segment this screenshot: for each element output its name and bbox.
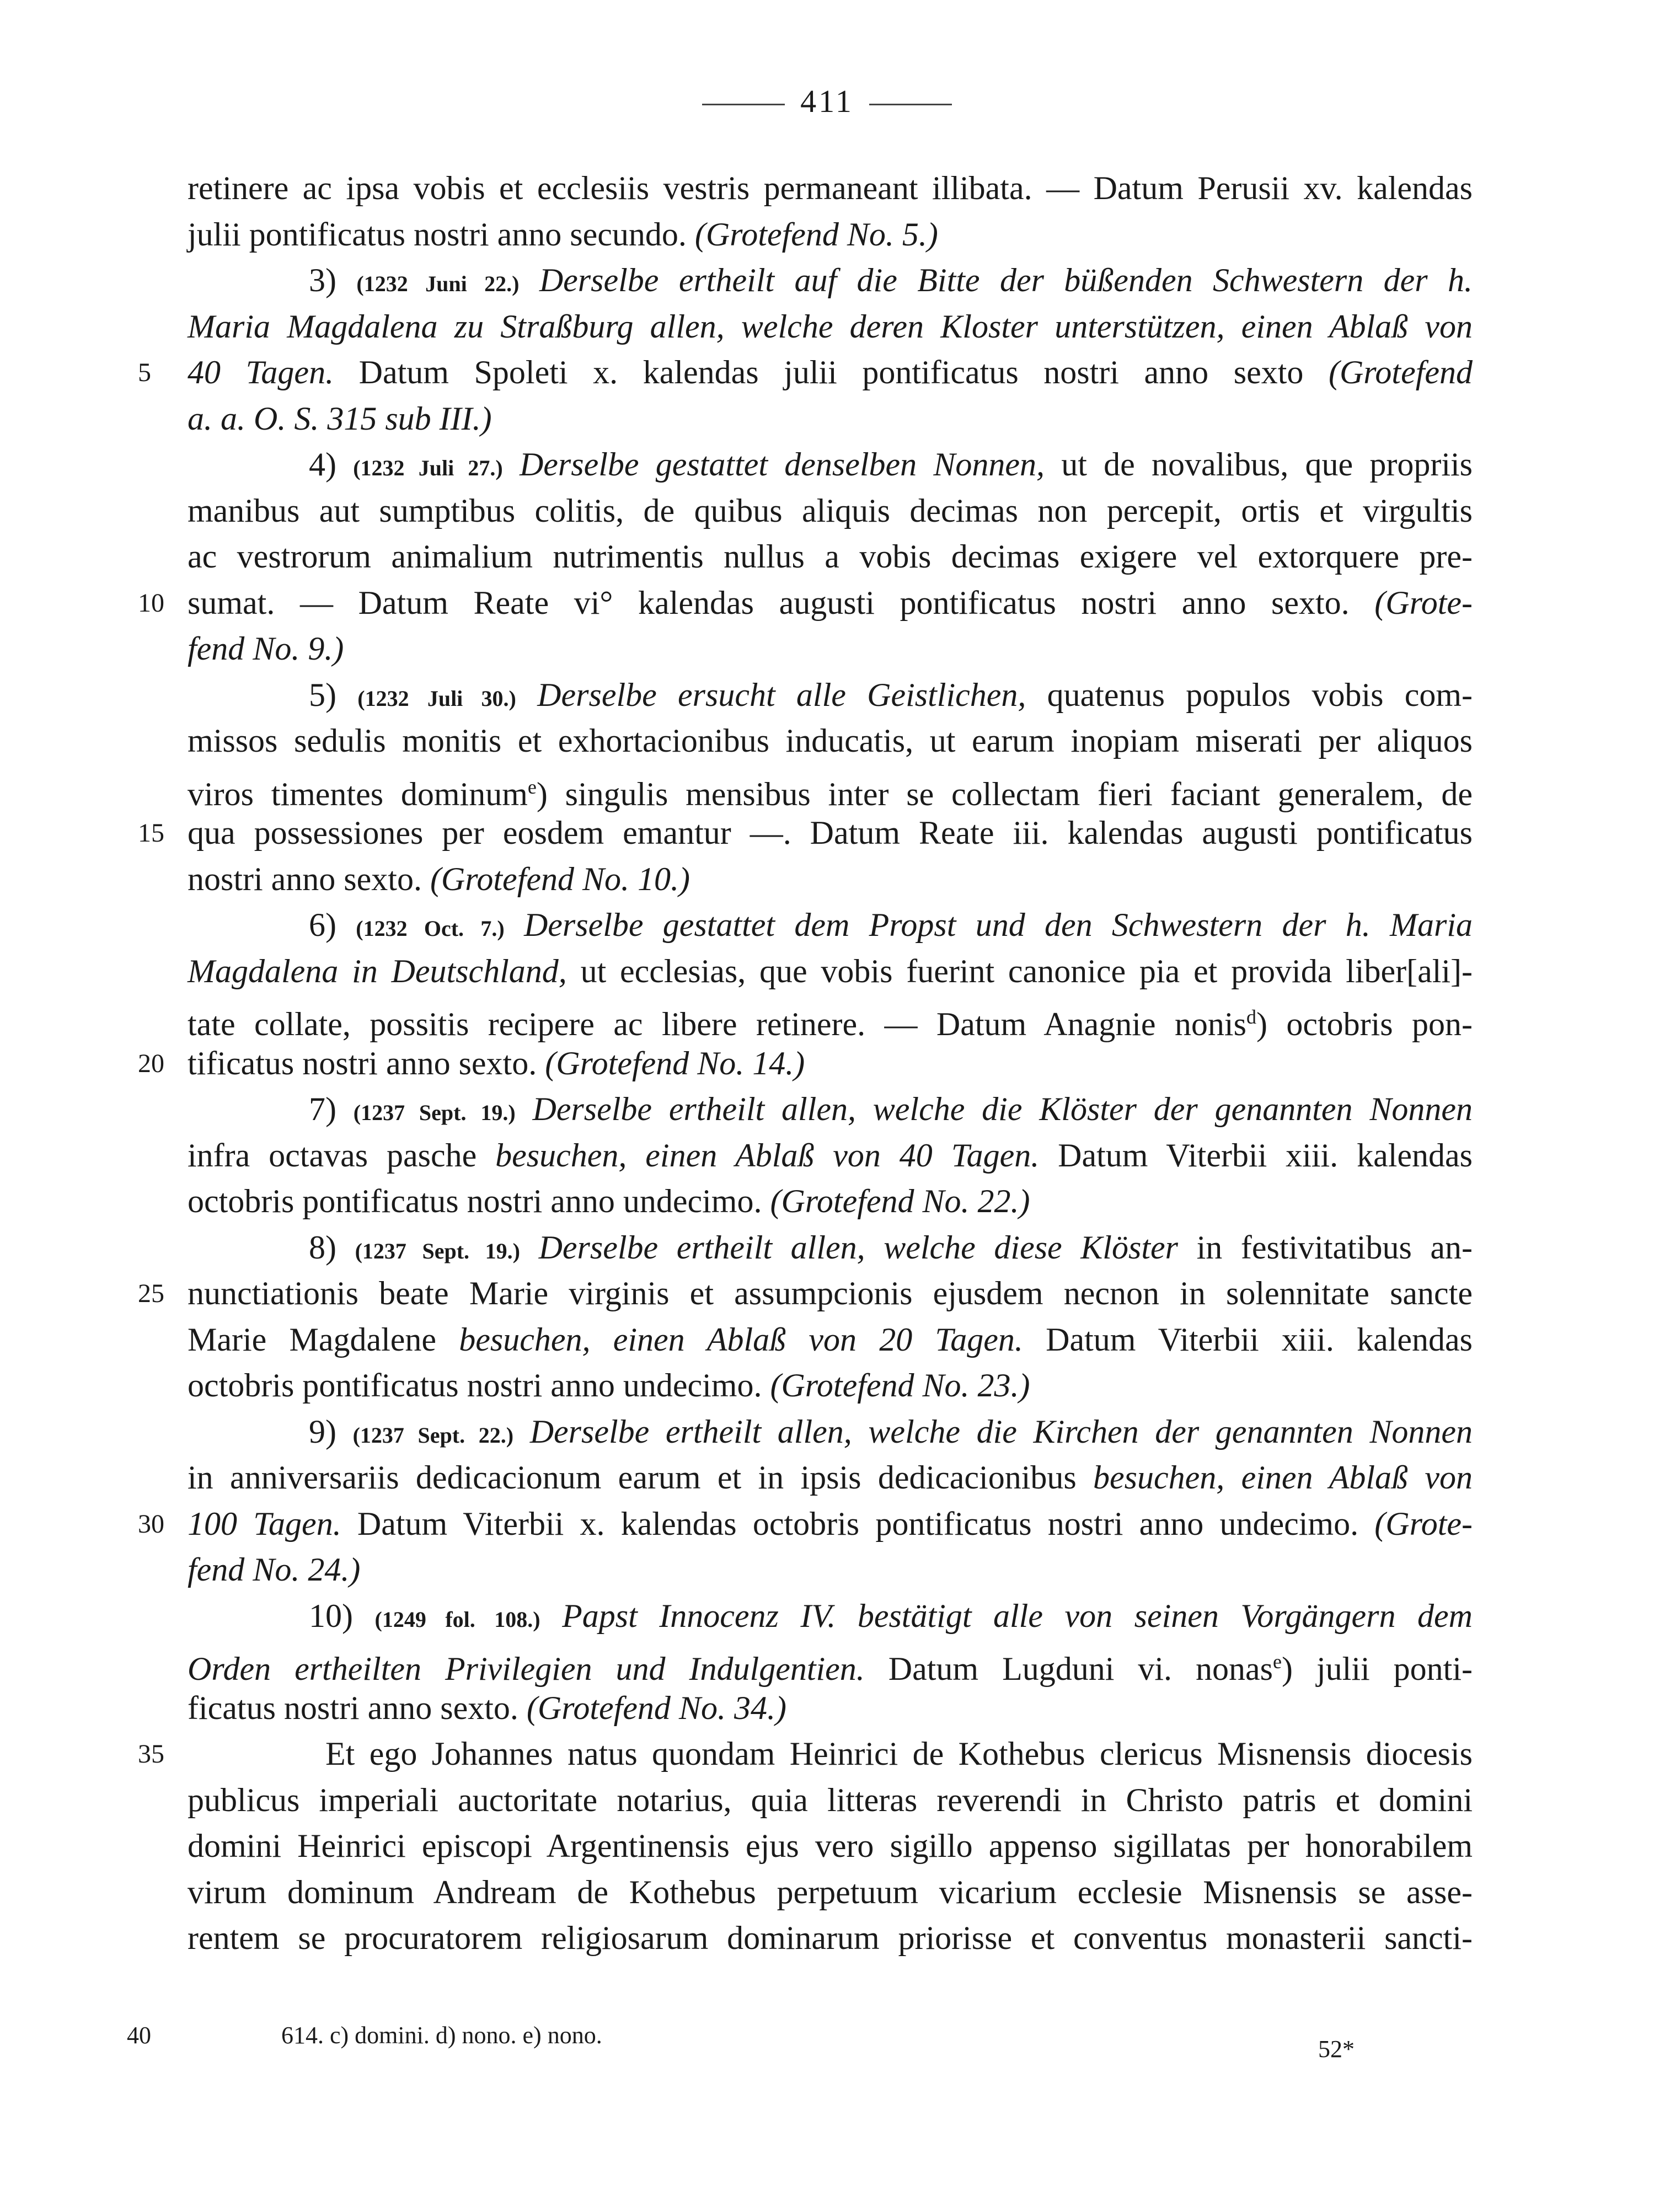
text-line: [188, 304, 1473, 350]
italic-text: (Grotefend No. 22.): [770, 1183, 1030, 1219]
text-span: [503, 446, 520, 483]
italic-text: Derselbe gestattet denselben Nonnen,: [519, 446, 1045, 483]
italic-text: besuchen, einen Ablaß von 20 Tagen.: [459, 1321, 1023, 1358]
text-span: ) singulis mensibus inter se collectam fieri faciant generalem, de: [536, 775, 1473, 812]
text-line: [188, 165, 1473, 212]
text-span: Datum Lugduni vi. nonas: [864, 1651, 1273, 1687]
text-line: [188, 994, 1473, 1041]
text-span: qua possessiones per eosdem emantur —. Datum Reate iii. kalendas augusti pontificatus: [188, 815, 1473, 851]
page-number: 411: [800, 83, 854, 119]
text-line: [188, 396, 1473, 442]
text-span: publicus imperiali auctoritate notarius, quia litteras reverendi in Christo patris et domini: [188, 1781, 1473, 1818]
text-span: ut de novalibus, que propriis: [1045, 446, 1473, 483]
text-span: in festivitatibus an-: [1177, 1229, 1473, 1266]
text-line: [188, 1777, 1473, 1824]
text-span: in anniversariis dedicacionum earum et in ipsis dedicacionibus: [188, 1459, 1094, 1496]
text-span: ac vestrorum animalium nutrimentis nullus a vobis decimas exigere vel extorquere pre-: [188, 538, 1473, 575]
text-span: missos sedulis monitis et exhortacionibus inducatis, ut earum inopiam miserati per aliquos: [188, 722, 1473, 759]
text-span: 10): [309, 1597, 375, 1634]
text-line: [188, 902, 1473, 949]
text-line: [138, 1501, 1473, 1547]
text-line: [138, 1041, 1473, 1087]
text-span: [513, 1413, 530, 1450]
text-line: [188, 212, 1473, 258]
text-line: [188, 672, 1473, 719]
line-number: 20: [138, 1048, 164, 1078]
text-span: retinere ac ipsa vobis et ecclesiis vestris permaneant illibata. — Datum Perusii xv. kalendas: [188, 170, 1473, 206]
text-span: ) octobris pon-: [1256, 1006, 1473, 1042]
italic-text: fend No. 9.): [188, 630, 344, 667]
footnote-line: [127, 2021, 602, 2049]
text-span: [520, 1229, 539, 1266]
text-span: viros timentes dominum: [188, 775, 528, 812]
text-line: [188, 1547, 1473, 1593]
text-line: [138, 1271, 1473, 1317]
line-number: 35: [138, 1739, 164, 1769]
date-marker: (1249 fol. 108.): [374, 1606, 540, 1632]
text-line: [188, 534, 1473, 580]
date-marker: (1232 Juni 22.): [356, 271, 520, 296]
text-line: [188, 1409, 1473, 1455]
text-span: Marie Magdalene: [188, 1321, 459, 1358]
header-rule-left: [702, 104, 785, 105]
italic-text: (Grotefend No. 23.): [770, 1367, 1030, 1404]
text-span: Datum Viterbii x. kalendas octobris pontificatus nostri anno undecimo.: [341, 1505, 1375, 1542]
footnote-line-number: 40: [127, 2022, 151, 2049]
footnote-ref: e: [527, 775, 537, 798]
text-span: domini Heinrici episcopi Argentinensis ejus vero sigillo appenso sigillatas per honorabilem: [188, 1828, 1473, 1864]
text-line: [188, 1639, 1473, 1685]
text-span: nostri anno sexto.: [188, 860, 430, 897]
text-span: 5): [309, 676, 358, 713]
text-span: 8): [309, 1229, 355, 1266]
date-marker: (1232 Oct. 7.): [356, 916, 505, 941]
text-line: [188, 1823, 1473, 1870]
footnote-ref: d: [1246, 1006, 1256, 1028]
text-span: Datum Viterbii xiii. kalendas: [1039, 1137, 1473, 1174]
text-span: ut ecclesias, que vobis fuerint canonice pia et provida liber[ali]-: [566, 952, 1473, 989]
text-span: 9): [309, 1413, 353, 1450]
text-line: [188, 1179, 1473, 1225]
italic-text: (Grotefend No. 10.): [430, 860, 690, 897]
line-number: 15: [138, 818, 164, 848]
text-line: [188, 1317, 1473, 1363]
text-span: 7): [309, 1091, 354, 1127]
italic-text: a. a. O. S. 315 sub III.): [188, 400, 492, 437]
italic-text: Magdalena in Deutschland,: [188, 952, 567, 989]
text-line: [188, 1363, 1473, 1409]
italic-text: (Grotefend No. 14.): [545, 1045, 805, 1081]
text-span: 4): [309, 446, 354, 483]
text-span: ficatus nostri anno sexto.: [188, 1689, 527, 1726]
text-line: [188, 1593, 1473, 1640]
document-body: [138, 165, 1473, 1962]
italic-text: (Grotefend No. 5.): [694, 216, 938, 253]
footnote-ref: e: [1273, 1651, 1282, 1673]
header-rule-right: [869, 104, 952, 105]
text-span: [505, 907, 524, 943]
date-marker: (1237 Sept. 22.): [352, 1422, 514, 1448]
text-span: tificatus nostri anno sexto.: [188, 1045, 545, 1081]
text-line: [188, 764, 1473, 811]
italic-text: Maria Magdalena zu Straßburg allen, welche deren Kloster unterstützen, einen Ablaß von: [188, 308, 1473, 345]
text-line: [188, 856, 1473, 903]
text-span: [519, 262, 539, 298]
line-number: 25: [138, 1279, 164, 1308]
italic-text: Derselbe ertheilt auf die Bitte der büßenden Schwestern der h.: [539, 262, 1473, 298]
text-span: infra octavas pasche: [188, 1137, 496, 1174]
text-line: [188, 1915, 1473, 1962]
date-marker: (1237 Sept. 19.): [355, 1238, 520, 1263]
page-header: [0, 83, 1654, 120]
text-line: [188, 258, 1473, 304]
footnote-text: 614. c) domini. d) nono. e) nono.: [281, 2022, 602, 2049]
italic-text: (Grotefend No. 34.): [526, 1689, 786, 1726]
text-span: Datum Spoleti x. kalendas julii pontificatus nostri anno sexto: [334, 354, 1329, 390]
text-span: [516, 677, 537, 713]
text-span: sumat. — Datum Reate vi° kalendas augusti pontificatus nostri anno sexto.: [188, 584, 1375, 621]
text-span: manibus aut sumptibus colitis, de quibus aliquis decimas non percepit, ortis et virgultis: [188, 492, 1473, 529]
text-span: ) julii ponti-: [1282, 1651, 1473, 1687]
italic-text: (Grote-: [1374, 1505, 1473, 1542]
italic-text: besuchen, einen Ablaß von: [1093, 1459, 1473, 1496]
italic-text: Derselbe gestattet dem Propst und den Schwestern der h. Maria: [523, 907, 1473, 943]
text-span: julii pontificatus nostri anno secundo.: [188, 216, 695, 253]
date-marker: (1232 Juli 27.): [353, 456, 503, 480]
text-span: Datum Viterbii xiii. kalendas: [1023, 1321, 1473, 1358]
line-number: 5: [138, 358, 151, 387]
italic-text: Derselbe ertheilt allen, welche die Kirchen der genannten Nonnen: [529, 1413, 1473, 1450]
text-line: [138, 350, 1473, 396]
italic-text: Derselbe ertheilt allen, welche diese Klöster: [538, 1229, 1178, 1266]
italic-text: Derselbe ertheilt allen, welche die Klöster der genannten Nonnen: [532, 1091, 1473, 1127]
italic-text: 100 Tagen.: [188, 1505, 341, 1542]
italic-text: Papst Innocenz IV. bestätigt alle von seinen Vorgängern dem: [562, 1597, 1473, 1634]
text-line: [188, 1086, 1473, 1133]
text-line: [138, 1731, 1473, 1777]
date-marker: (1232 Juli 30.): [357, 685, 516, 711]
italic-text: 40 Tagen.: [188, 354, 334, 390]
text-line: [188, 442, 1473, 488]
italic-text: Orden ertheilten Privilegien und Indulgentien.: [188, 1651, 865, 1687]
text-span: tate collate, possitis recipere ac libere retinere. — Datum Anagnie nonis: [188, 1006, 1246, 1042]
text-span: octobris pontificatus nostri anno undecimo.: [188, 1183, 770, 1219]
text-line: [188, 1455, 1473, 1501]
text-span: virum dominum Andream de Kothebus perpetuum vicarium ecclesie Misnensis se asse-: [188, 1873, 1473, 1910]
line-number: 30: [138, 1509, 164, 1539]
signature-mark: 52*: [1318, 2036, 1355, 2063]
text-line: [188, 488, 1473, 534]
text-line: [188, 1685, 1473, 1732]
text-span: [540, 1598, 563, 1634]
text-line: [138, 580, 1473, 626]
text-span: octobris pontificatus nostri anno undecimo.: [188, 1367, 770, 1404]
text-line: [138, 810, 1473, 856]
text-span: rentem se procuratorem religiosarum dominarum priorisse et conventus monasterii sancti-: [188, 1920, 1473, 1956]
text-line: [188, 1225, 1473, 1271]
text-line: [188, 718, 1473, 764]
text-line: [188, 626, 1473, 672]
text-span: nunctiationis beate Marie virginis et assumpcionis ejusdem necnon in solennitate sancte: [188, 1275, 1473, 1311]
italic-text: Derselbe ersucht alle Geistlichen,: [537, 676, 1026, 713]
text-line: [188, 949, 1473, 995]
italic-text: besuchen, einen Ablaß von 40 Tagen.: [495, 1137, 1040, 1174]
text-line: [188, 1870, 1473, 1916]
text-span: [516, 1091, 533, 1127]
text-span: Et ego Johannes natus quondam Heinrici de Kothebus clericus Misnensis diocesis: [325, 1736, 1473, 1772]
text-span: quatenus populos vobis com-: [1026, 676, 1473, 713]
date-marker: (1237 Sept. 19.): [353, 1100, 516, 1125]
italic-text: fend No. 24.): [188, 1551, 361, 1588]
text-span: 3): [309, 262, 357, 298]
text-line: [188, 1133, 1473, 1179]
text-span: 6): [309, 907, 356, 943]
italic-text: (Grotefend: [1328, 354, 1473, 390]
line-number: 10: [138, 588, 164, 618]
italic-text: (Grote-: [1374, 584, 1473, 621]
